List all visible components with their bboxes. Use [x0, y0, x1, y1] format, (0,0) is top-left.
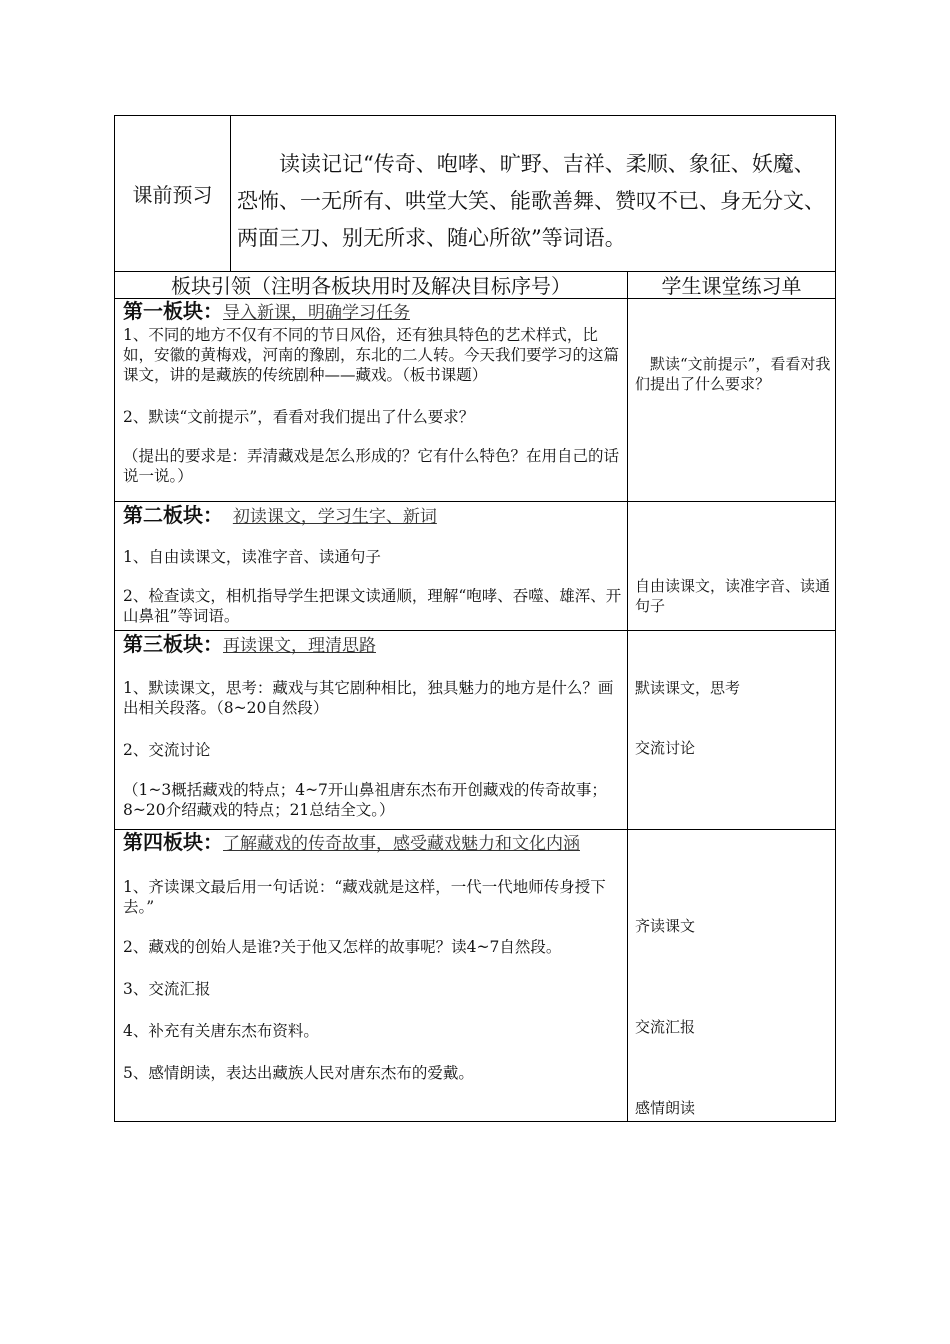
section-subtitle: 初读课文，学习生字、新词 — [232, 507, 437, 527]
exercise-note: 交流讨论 — [635, 739, 696, 757]
section-paragraph: 3、交流汇报 — [123, 980, 211, 998]
section-paragraph: 2、交流讨论 — [123, 741, 211, 759]
section-paragraph: 2、检查读文，相机指导学生把课文读通顺，理解“咆哮、吞噬、雄浑、开山鼻祖”等词语。 — [123, 587, 622, 625]
section-paragraph: （提出的要求是：弄清藏戏是怎么形成的？它有什么特色？在用自己的话说一说。） — [123, 447, 620, 485]
section-title: 第四板块： — [123, 830, 223, 854]
section-paragraph: 5、感情朗读，表达出藏族人民对唐东杰布的爱戴。 — [123, 1064, 474, 1082]
exercise-note: 默读“文前提示”，看看对我们提出了什么要求？ — [635, 355, 831, 393]
section-1 — [123, 299, 623, 486]
section-paragraph: 1、不同的地方不仅有不同的节日风俗，还有独具特色的艺术样式，比如，安徽的黄梅戏，河南的豫剧，东北的二人转。今天我们要学习的这篇课文，讲的是藏族的传统剧种——藏戏。（板书课题） — [123, 326, 620, 384]
section-title: 第一板块： — [123, 299, 223, 323]
preview-label: 课前预习 — [115, 116, 231, 271]
section-title: 第二板块： — [123, 503, 223, 527]
row-divider — [115, 630, 835, 631]
header-left: 板块引领（注明各板块用时及解决目标序号） — [171, 274, 571, 298]
column-divider — [627, 272, 628, 1121]
row-divider — [115, 829, 835, 830]
row-divider — [115, 501, 835, 502]
preview-row — [114, 115, 836, 272]
section-2 — [123, 503, 623, 626]
exercise-note: 自由读课文，读准字音、读通句子 — [635, 577, 831, 615]
lesson-table — [114, 272, 836, 1122]
section-paragraph: （1~3概括藏戏的特点；4~7开山鼻祖唐东杰布开创藏戏的传奇故事；8~20介绍藏戏的特点；21总结全文。） — [123, 781, 607, 819]
section-paragraph: 2、默读“文前提示”，看看对我们提出了什么要求？ — [123, 408, 475, 426]
section-3 — [123, 632, 623, 820]
section-paragraph: 1、齐读课文最后用一句话说：“藏戏就是这样，一代一代地师传身授下去。” — [123, 878, 606, 916]
section-subtitle: 了解藏戏的传奇故事，感受藏戏魅力和文化内涵 — [223, 834, 580, 854]
section-paragraph: 2、藏戏的创始人是谁?关于他又怎样的故事呢？读4~7自然段。 — [123, 938, 562, 956]
exercise-note: 交流汇报 — [635, 1018, 696, 1036]
section-paragraph: 1、自由读课文，读准字音、读通句子 — [123, 548, 381, 566]
section-subtitle: 导入新课，明确学习任务 — [223, 303, 410, 323]
section-title: 第三板块： — [123, 632, 223, 656]
exercise-note: 感情朗读 — [635, 1099, 696, 1117]
section-paragraph: 1、默读课文，思考：藏戏与其它剧种相比，独具魅力的地方是什么？画出相关段落。（8~20自然段） — [123, 679, 614, 717]
section-paragraph: 4、补充有关唐东杰布资料。 — [123, 1022, 319, 1040]
header-right: 学生课堂练习单 — [661, 274, 802, 298]
exercise-note: 默读课文，思考 — [635, 679, 741, 697]
preview-text: 读读记记“传奇、咆哮、旷野、吉祥、柔顺、象征、妖魔、恐怖、一无所有、哄堂大笑、能歌善舞、赞叹不已、身无分文、两面三刀、别无所求、随心所欲”等词语。 — [237, 152, 825, 250]
section-4 — [123, 831, 623, 1083]
exercise-note: 齐读课文 — [635, 917, 696, 935]
section-subtitle: 再读课文，理清思路 — [223, 636, 376, 656]
